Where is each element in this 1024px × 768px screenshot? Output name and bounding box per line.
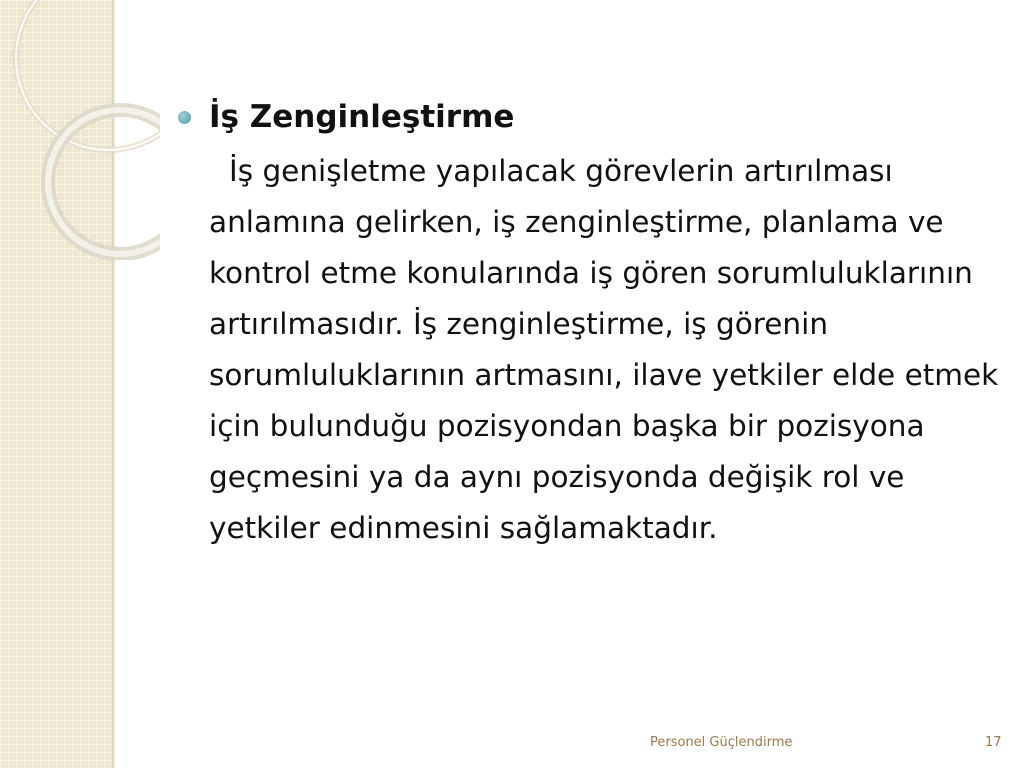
slide-body-text: İş genişletme yapılacak görevlerin artırılması anlamına gelirken, iş zenginleştirme, planlama ve kontrol etme konularında iş gören sorumluluklarının artırılmasıdır. İş zenginleştirme, iş görenin sorumluluklarının artmasını, ilave yetkiler elde etmek için bulunduğu pozisyondan başka bir pozisyona geçmesini ya da aynı pozisyonda değişik rol ve yetkiler edinmesini sağlamaktadır. xyxy=(209,154,999,545)
slide-content xyxy=(178,92,998,554)
bullet-heading-row xyxy=(178,92,998,142)
footer-title: Personel Güçlendirme xyxy=(650,735,793,750)
slide-heading: İş Zenginleştirme xyxy=(209,99,515,135)
page-number: 17 xyxy=(985,735,1002,750)
bullet-icon xyxy=(178,111,191,124)
decorative-rings xyxy=(0,0,160,260)
